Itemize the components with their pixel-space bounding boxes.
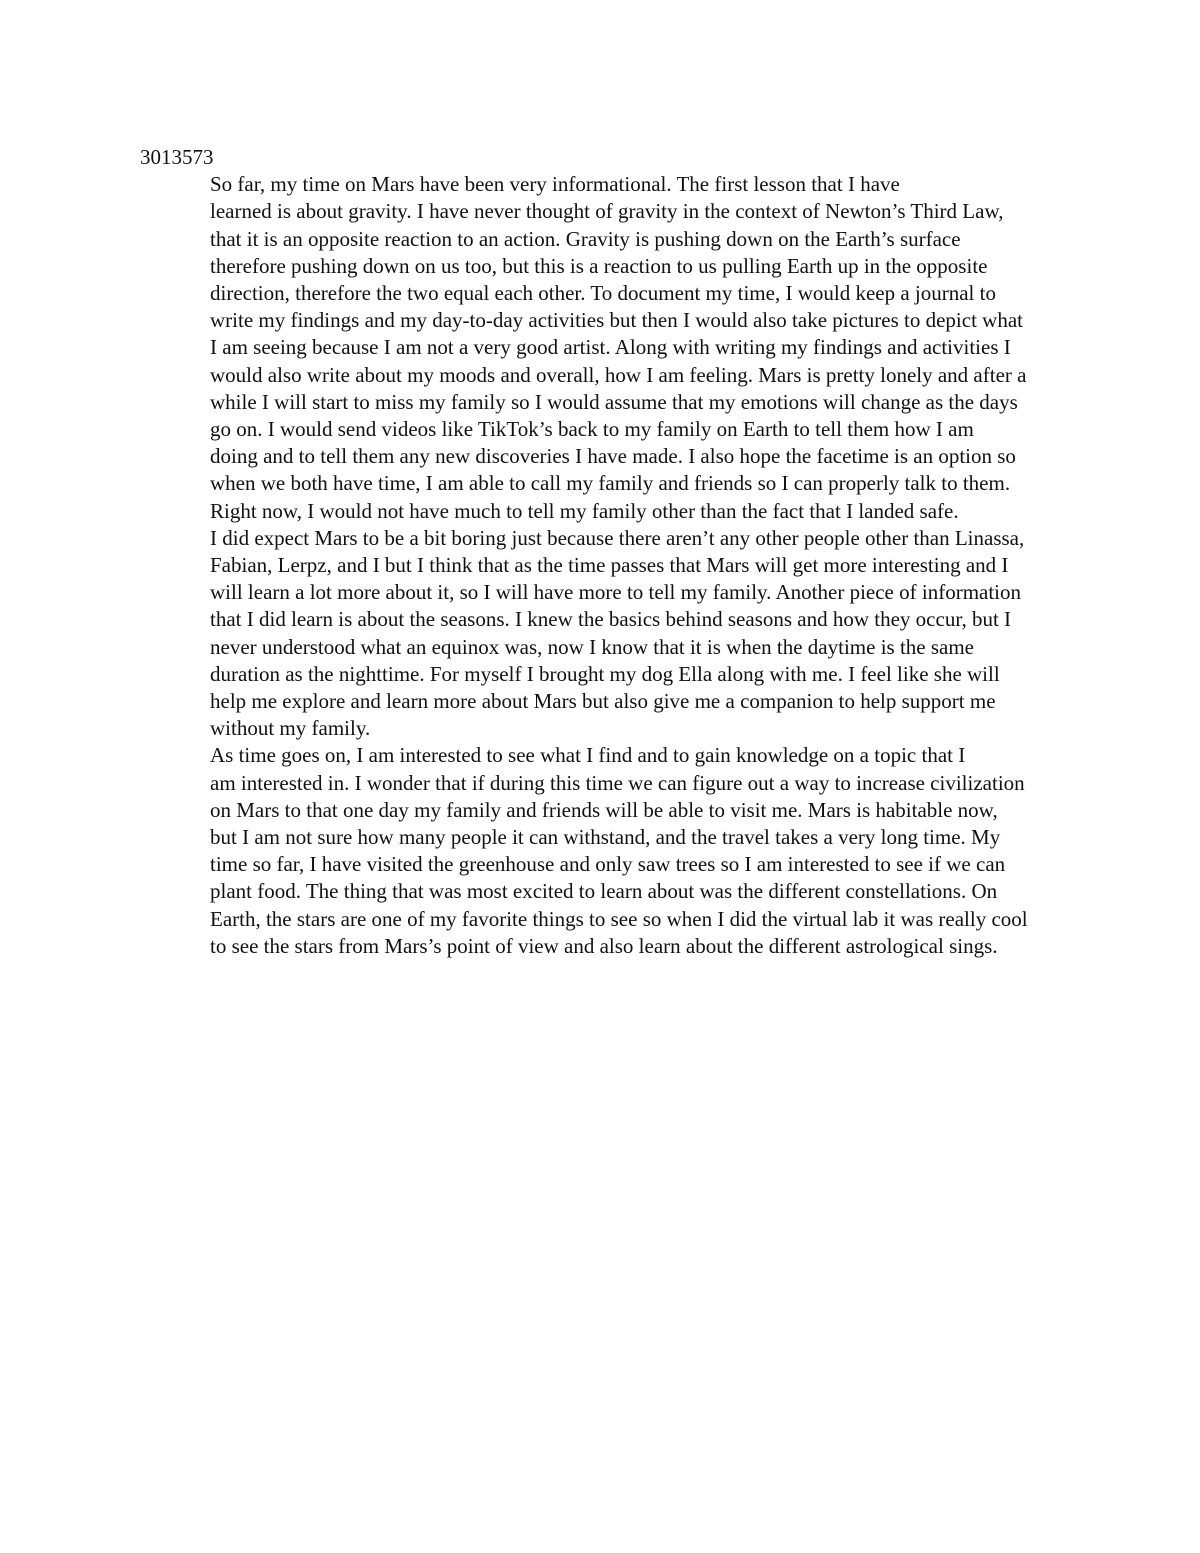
- text-line: time so far, I have visited the greenhouse and only saw trees so I am interested to see if we can: [210, 852, 1006, 877]
- text-line: direction, therefore the two equal each other. To document my time, I would keep a journal to: [210, 281, 996, 306]
- text-line: to see the stars from Mars’s point of view and also learn about the different astrological sings.: [210, 933, 998, 958]
- text-line: that it is an opposite reaction to an action. Gravity is pushing down on the Earth’s surface: [210, 226, 961, 251]
- text-line: Fabian, Lerpz, and I but I think that as the time passes that Mars will get more interesting and I: [210, 553, 1009, 578]
- text-line: doing and to tell them any new discoveries I have made. I also hope the facetime is an option so: [210, 444, 1016, 469]
- text-line: So far, my time on Mars have been very informational. The first lesson that I have: [210, 172, 900, 197]
- text-line: Earth, the stars are one of my favorite things to see so when I did the virtual lab it was really cool: [210, 906, 1028, 931]
- text-line: go on. I would send videos like TikTok’s back to my family on Earth to tell them how I am: [210, 417, 974, 442]
- text-line: plant food. The thing that was most excited to learn about was the different constellations. On: [210, 879, 998, 904]
- text-line: I am seeing because I am not a very good artist. Along with writing my findings and activities I: [210, 335, 1011, 360]
- text-line: therefore pushing down on us too, but this is a reaction to us pulling Earth up in the opposite: [210, 253, 988, 278]
- text-line: while I will start to miss my family so I would assume that my emotions will change as the days: [210, 389, 1018, 414]
- text-line: without my family.: [210, 716, 371, 741]
- text-line: duration as the nighttime. For myself I brought my dog Ella along with me. I feel like she will: [210, 661, 1000, 686]
- text-line: As time goes on, I am interested to see what I find and to gain knowledge on a topic that I: [210, 743, 966, 768]
- text-line: but I am not sure how many people it can withstand, and the travel takes a very long time. My: [210, 825, 1001, 850]
- text-line: write my findings and my day-to-day activities but then I would also take pictures to depict what: [210, 308, 1023, 333]
- text-line: am interested in. I wonder that if during this time we can figure out a way to increase civilization: [210, 770, 1025, 795]
- text-line: on Mars to that one day my family and friends will be able to visit me. Mars is habitable now,: [210, 797, 998, 822]
- paragraph-3: [140, 742, 1065, 960]
- paragraph-2: [140, 498, 1065, 743]
- text-line: never understood what an equinox was, now I know that it is when the daytime is the same: [210, 634, 974, 659]
- text-line: I did expect Mars to be a bit boring just because there aren’t any other people other than Linassa,: [210, 525, 1025, 550]
- text-line: learned is about gravity. I have never thought of gravity in the context of Newton’s Third Law,: [210, 199, 1004, 224]
- text-line: that I did learn is about the seasons. I knew the basics behind seasons and how they occur, but I: [210, 607, 1012, 632]
- text-line: would also write about my moods and overall, how I am feeling. Mars is pretty lonely and after a: [210, 362, 1027, 387]
- text-line: when we both have time, I am able to call my family and friends so I can properly talk to them.: [210, 471, 1011, 496]
- text-line: Right now, I would not have much to tell my family other than the fact that I landed safe.: [210, 498, 959, 523]
- document-body: [140, 144, 1065, 960]
- paragraph-container: [140, 171, 1065, 960]
- document-id: 3013573: [140, 145, 214, 169]
- text-line: help me explore and learn more about Mars but also give me a companion to help support me: [210, 689, 996, 714]
- paragraph-1: [140, 171, 1065, 497]
- text-line: will learn a lot more about it, so I will have more to tell my family. Another piece of information: [210, 580, 1022, 605]
